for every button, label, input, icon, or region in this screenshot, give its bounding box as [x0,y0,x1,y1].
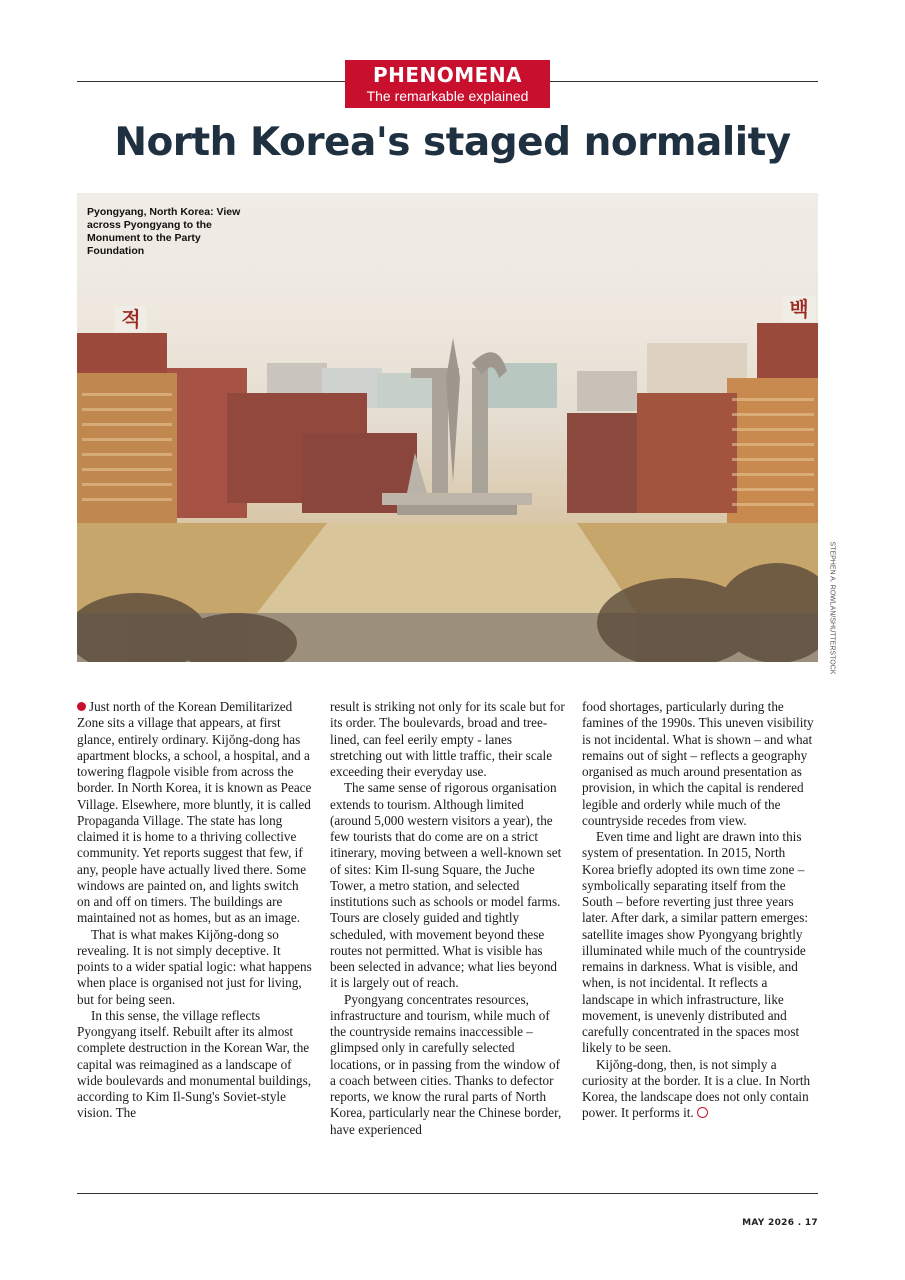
article-paragraph: The same sense of rigorous organisation extends to tourism. Although limited (around 5,000 western visitors a year), the few tourists that do come are on a strict itinerary, moving between a well-known set of sites: Kim Il-sung Square, the Juche Tower, a metro station, and selected institutions such as schools or model farms. Tours are closely guided and tightly scheduled, with movement beyond these routes not permitted. What is visible has been selected in advance; what lies beyond it is largely out of reach. [330,780,562,991]
page-folio: MAY 2026 . 17 [742,1218,818,1228]
article-headline: North Korea's staged normality [114,120,791,165]
photo-caption: Pyongyang, North Korea: View across Pyongyang to the Monument to the Party Foundation [87,206,241,257]
header-rule-left [77,81,345,82]
article-paragraph: Pyongyang concentrates resources, infrastructure and tourism, while much of the countryside remains inaccessible – glimpsed only in carefully selected locations, or in passing from the window of a coach between cities. Thanks to defector reports, we know the rural parts of North Korea, particularly near the Chinese border, have experienced [330,991,562,1137]
photo-credit [823,541,836,675]
article-column-2 [330,699,566,1138]
end-circle-icon [697,1107,708,1118]
article-paragraph: That is what makes Kijŏng-dong so revealing. It is not simply deceptive. It points to a wider spatial logic: what happens when place is organised not just for living, but for being seen. [77,926,312,1007]
header-rule-right [550,81,818,82]
article-photo [77,193,818,662]
footer-rule [77,1193,818,1194]
pyongyang-monument-illustration [77,193,818,662]
article-paragraph-final: Kijŏng-dong, then, is not simply a curiosity at the border. It is a clue. In North Korea, the landscape does not only contain power. It performs it. [582,1056,811,1121]
article-column-1 [77,699,313,1122]
section-title: PHENOMENA [372,63,523,87]
photo-credit-text: STEPHEN A. ROWLAN/SHUTTERSTOCK [828,541,836,675]
section-label [345,60,550,108]
section-subtitle: The remarkable explained [366,88,529,104]
article-paragraph: Even time and light are drawn into this system of presentation. In 2015, North Korea briefly adopted its own time zone – symbolically separating itself from the South – before reverting just three years later. After dark, a similar pattern emerges: satellite images show Pyongyang brightly illuminated while much of the countryside remains in darkness. What is visible, and when, is not incidental. It reflects a landscape in which infrastructure, like movement, is unevenly distributed and carefully concentrated in the spaces most likely to be seen. [582,829,809,1056]
rooftop-sign-right: 백 [789,297,809,321]
rooftop-sign-left: 적 [121,307,141,331]
article-paragraph: Just north of the Korean Demilitarized Zone sits a village that appears, at first glance, entirely ordinary. Kijŏng-dong has apartment blocks, a school, a hospital, and a towering flagpole visible from across the border. In North Korea, it is known as Peace Village. Elsewhere, more bluntly, it is called Propaganda Village. The state has long claimed it is home to a thriving collective community. Yet reports suggest that few, if any, people have actually lived there. Some windows are painted on, and lights switch on and off on timers. The buildings are maintained not as homes, but as an image. [77,699,312,926]
article-paragraph-continued: result is striking not only for its scale but for its order. The boulevards, broad and tree-lined, can feel eerily empty - lanes stretching out with little traffic, their scale exceeding their everyday use. [330,699,565,779]
article-paragraph-continued: food shortages, particularly during the famines of the 1990s. This uneven visibility is not incidental. What is shown – and what remains out of sight – reflects a geography organised as much around presentation as provision, in which the capital is rendered legible and orderly while much of the countryside recedes from view. [582,699,814,828]
article-paragraph: In this sense, the village reflects Pyongyang itself. Rebuilt after its almost complete destruction in the Korean War, the capital was reimagined as a landscape of wide boulevards and monumental buildings, according to Kim Il-Sung's Soviet-style vision. The [77,1007,312,1121]
article-column-3 [582,699,818,1122]
red-bullet-icon [77,702,86,711]
